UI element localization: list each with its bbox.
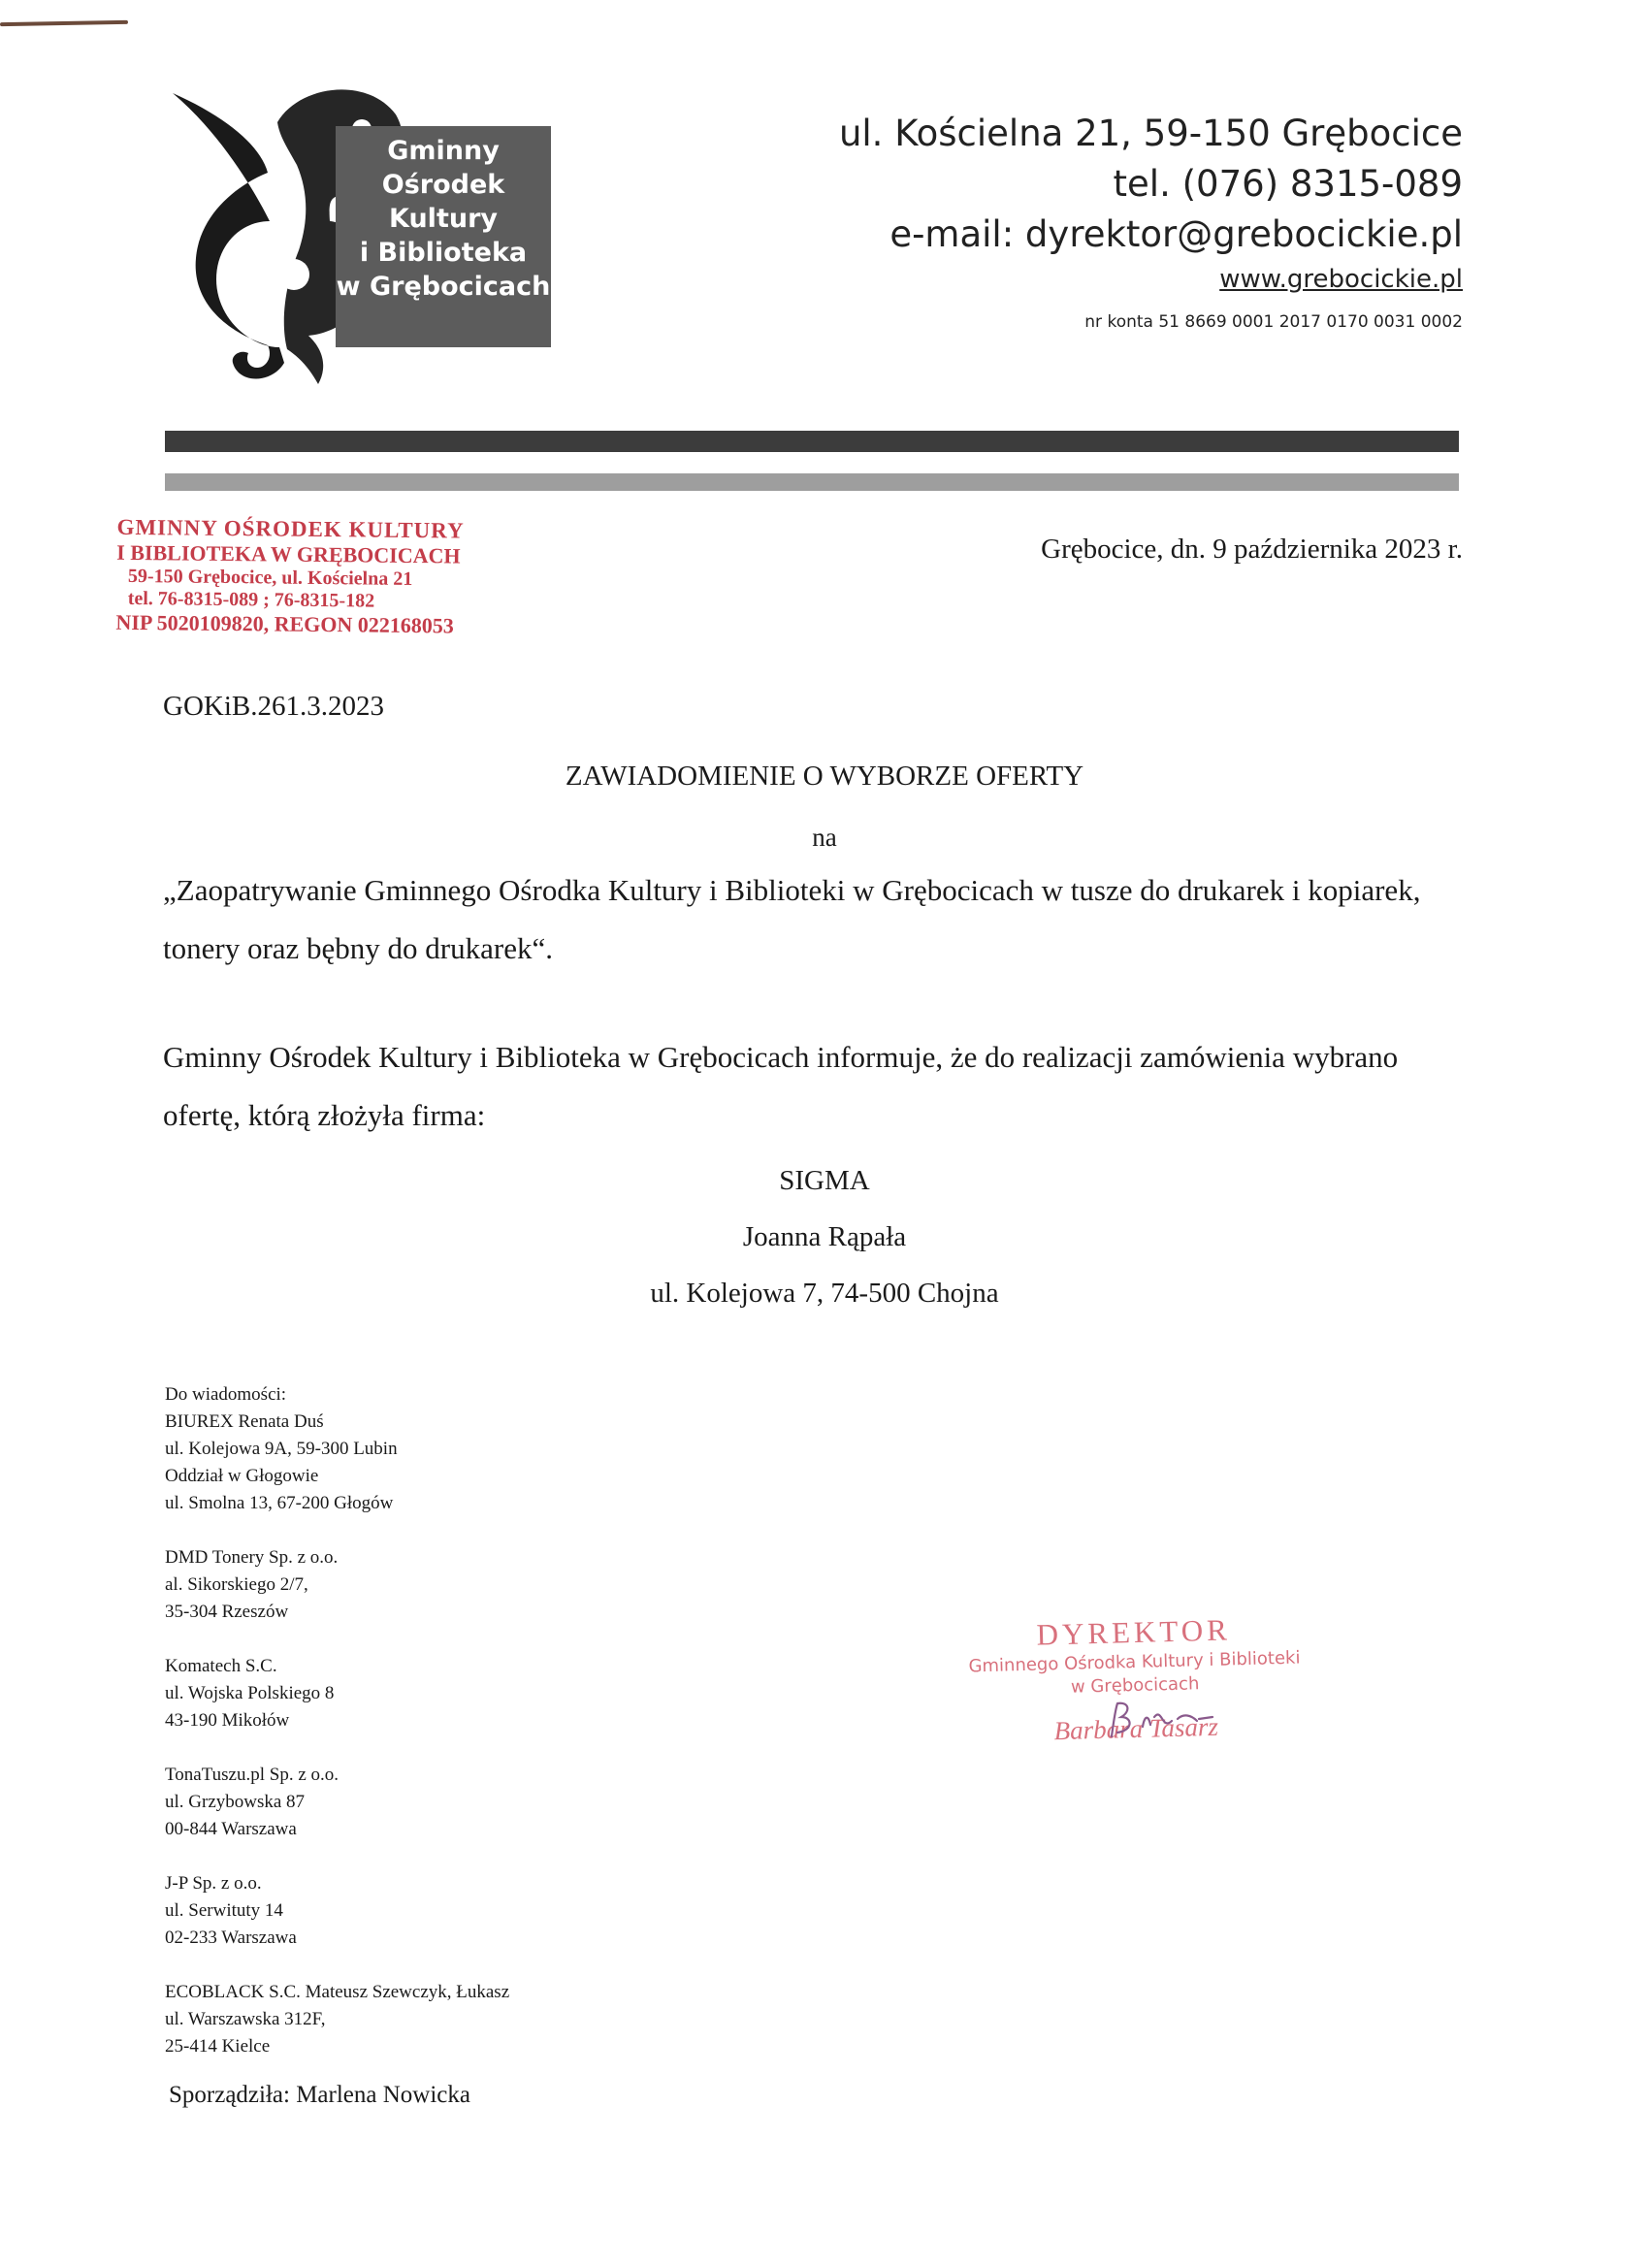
organization-logo [163,76,570,384]
handwritten-signature-icon [1104,1698,1220,1746]
contact-header [839,109,1463,340]
list-item: Do wiadomości: BIUREX Renata Duś ul. Kolejowa 9A, 59-300 Lubin Oddział w Głogowie ul. Smolna 13, 67-200 Głogów [165,1384,398,1513]
contact-email: e-mail: dyrektor@grebocickie.pl [889,213,1463,255]
list-item: J-P Sp. z o.o. ul. Serwituty 14 02-233 Warszawa [165,1873,297,1948]
winner-address: ul. Kolejowa 7, 74-500 Chojna [650,1278,999,1309]
list-item: Komatech S.C. ul. Wojska Polskiego 8 43-190 Mikołów [165,1656,335,1731]
website-link[interactable]: www.grebocickie.pl [1219,265,1463,294]
winner-company: SIGMA [779,1165,870,1196]
header-bar-light [165,473,1459,491]
bank-account: nr konta 51 8669 0001 2017 0170 0031 0002 [1084,312,1463,332]
list-item: ECOBLACK S.C. Mateusz Szewczyk, Łukasz ul. Warszawska 312F, 25-414 Kielce [165,1982,510,2057]
institution-stamp: GMINNY OŚRODEK KULTURY I BIBLIOTEKA W GRĘBOCICACH 59-150 Grębocice, ul. Kościelna 21 tel. 76-8315-089 ; 76-8315-182 NIP 5020109820, REGON 022168053 [115,514,465,638]
header-bar-dark [165,431,1459,452]
letter-date: Grębocice, dn. 9 października 2023 r. [1041,534,1463,565]
logo-text-box: Gminny Ośrodek Kultury i Biblioteka w Grębocicach [336,126,551,347]
prepared-by: Sporządziła: Marlena Nowicka [169,2082,470,2108]
contact-address: ul. Kościelna 21, 59-150 Grębocice [838,113,1463,154]
subject-paragraph: „Zaopatrywanie Gminnego Ośrodka Kultury i Biblioteki w Grębocicach w tusze do drukarek i kopiarek, tonery oraz bębny do drukarek“. [163,873,1421,965]
title-connector: na [812,823,837,852]
scan-artifact [0,20,128,26]
reference-number: GOKiB.261.3.2023 [163,691,384,722]
list-item: DMD Tonery Sp. z o.o. al. Sikorskiego 2/7, 35-304 Rzeszów [165,1547,339,1622]
list-item: TonaTuszu.pl Sp. z o.o. ul. Grzybowska 87 00-844 Warszawa [165,1765,340,1839]
distribution-list [165,1381,509,2088]
winner-person: Joanna Rąpała [742,1221,907,1252]
director-name: Barbara Tasarz [1053,1711,1219,1746]
contact-phone: tel. (076) 8315-089 [1113,163,1463,205]
information-paragraph: Gminny Ośrodek Kultury i Biblioteka w Grębocicach informuje, że do realizacji zamówienia wybrano ofertę, którą złożyła firma: [163,1040,1399,1132]
selected-offer [0,1152,1649,1321]
document-title: ZAWIADOMIENIE O WYBORZE OFERTY [565,761,1084,792]
director-stamp: DYREKTOR Gminnego Ośrodka Kultury i Biblioteki w Grębocicach Barbara Tasarz [939,1609,1330,1751]
